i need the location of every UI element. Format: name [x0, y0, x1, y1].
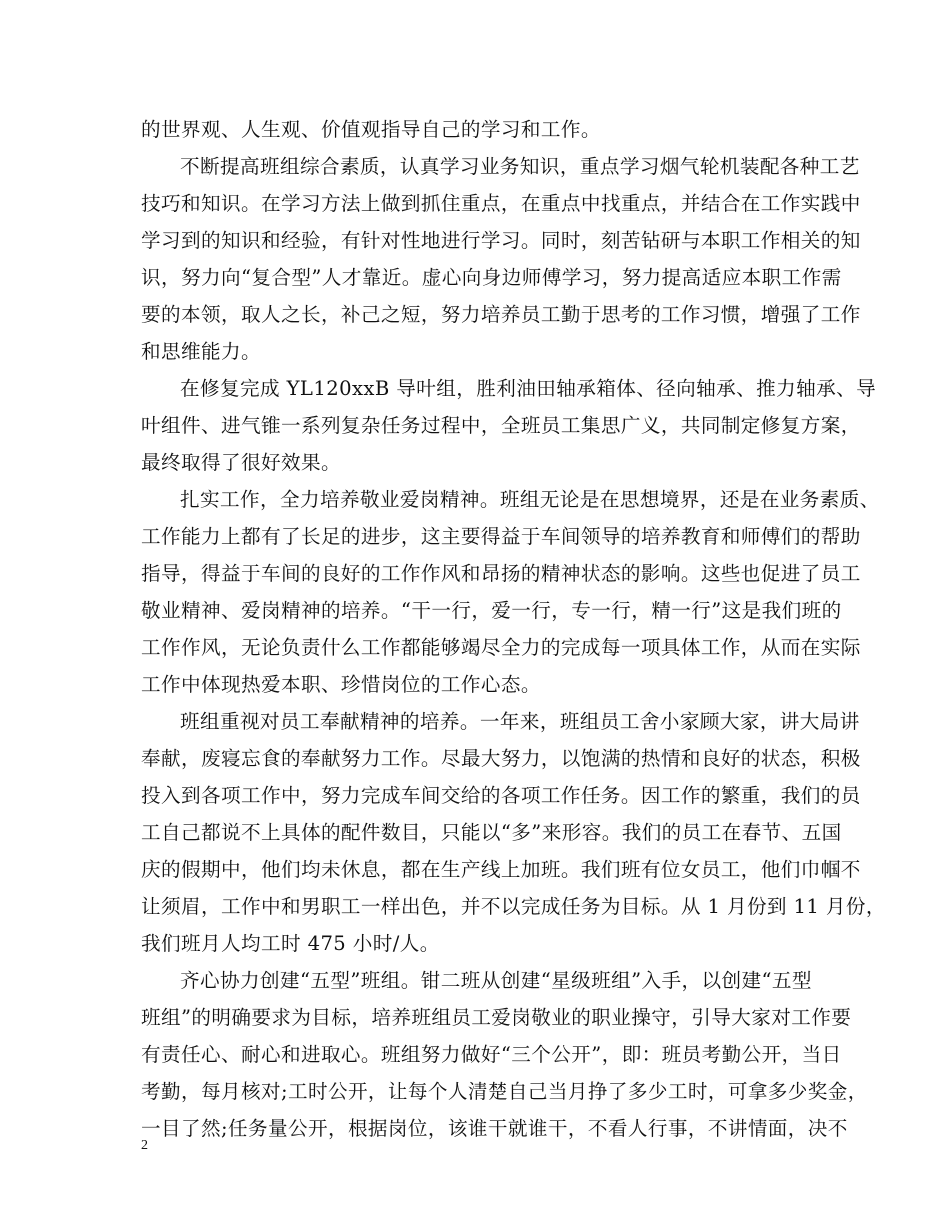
text-line: 的世界观、人生观、价值观指导自己的学习和工作。	[141, 118, 601, 141]
text-line: 最终取得了很好效果。	[141, 451, 341, 474]
text-line: 叶组件、进气锥一系列复杂任务过程中，全班员工集思广义，共同制定修复方案，	[141, 414, 861, 437]
paragraph-start-line: 扎实工作，全力培养敬业爱岗精神。班组无论是在思想境界，还是在业务素质、	[180, 488, 880, 511]
paragraph-start-line: 齐心协力创建“五型”班组。钳二班从创建“星级班组”入手，以创建“五型	[180, 969, 812, 992]
text-line: 奉献，废寝忘食的奉献努力工作。尽最大努力，以饱满的热情和良好的状态，积极	[141, 747, 861, 770]
text-line: 考勤，每月核对;工时公开，让每个人清楚自己当月挣了多少工时，可拿多少奖金，	[141, 1080, 868, 1103]
paragraph-start-line: 不断提高班组综合素质，认真学习业务知识，重点学习烟气轮机装配各种工艺	[180, 155, 860, 178]
paragraph-start-line: 在修复完成 YL120xxB 导叶组，胜利油田轴承箱体、径向轴承、推力轴承、导	[180, 377, 877, 400]
text-line: 让须眉，工作中和男职工一样出色，并不以完成任务为目标。从 1 月份到 11 月份，	[141, 895, 886, 918]
text-line: 班组”的明确要求为目标，培养班组员工爱岗敬业的职业操守，引导大家对工作要	[141, 1006, 852, 1029]
text-line: 投入到各项工作中，努力完成车间交给的各项工作任务。因工作的繁重，我们的员	[141, 784, 861, 807]
text-line: 工作中体现热爱本职、珍惜岗位的工作心态。	[141, 673, 541, 696]
text-line: 工作能力上都有了长足的进步，这主要得益于车间领导的培养教育和师傅们的帮助	[141, 525, 861, 548]
text-line: 敬业精神、爱岗精神的培养。“干一行，爱一行，专一行，精一行”这是我们班的	[141, 599, 842, 622]
text-line: 庆的假期中，他们均未休息，都在生产线上加班。我们班有位女员工，他们巾帼不	[141, 858, 861, 881]
text-line: 识，努力向“复合型”人才靠近。虚心向身边师傅学习，努力提高适应本职工作需	[141, 266, 842, 289]
text-line: 和思维能力。	[141, 340, 261, 363]
text-line: 学习到的知识和经验，有针对性地进行学习。同时，刻苦钻研与本职工作相关的知	[141, 229, 861, 252]
text-line: 有责任心、耐心和进取心。班组努力做好“三个公开”，即：班员考勤公开，当日	[141, 1043, 842, 1066]
text-line: 要的本领，取人之长，补己之短，努力培养员工勤于思考的工作习惯，增强了工作	[141, 303, 861, 326]
page-number: 2	[141, 1138, 148, 1153]
text-line: 我们班月人均工时 475 小时/人。	[141, 932, 440, 955]
text-line: 技巧和知识。在学习方法上做到抓住重点，在重点中找重点，并结合在工作实践中	[141, 192, 861, 215]
text-line: 工自己都说不上具体的配件数目，只能以“多”来形容。我们的员工在春节、五国	[141, 821, 842, 844]
text-line: 一目了然;任务量公开，根据岗位，该谁干就谁干，不看人行事，不讲情面，决不	[141, 1117, 848, 1140]
text-line: 指导，得益于车间的良好的工作作风和昂扬的精神状态的影响。这些也促进了员工	[141, 562, 861, 585]
paragraph-start-line: 班组重视对员工奉献精神的培养。一年来，班组员工舍小家顾大家，讲大局讲	[180, 710, 860, 733]
document-body	[141, 111, 886, 1147]
text-line: 工作作风，无论负责什么工作都能够竭尽全力的完成每一项具体工作，从而在实际	[141, 636, 861, 659]
